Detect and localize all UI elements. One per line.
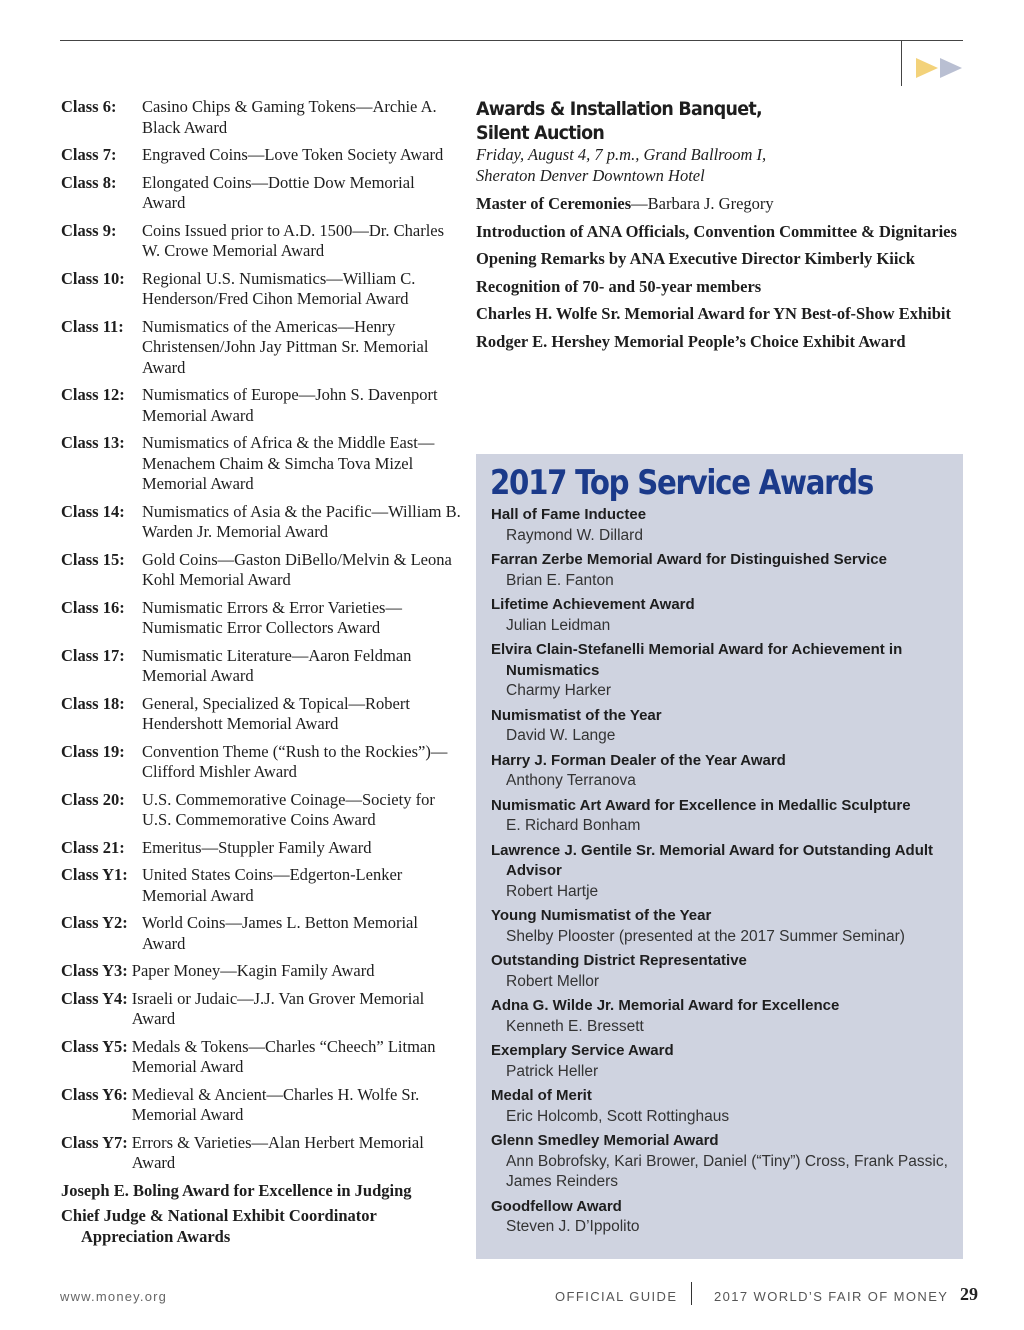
- class-item: [61, 173, 461, 214]
- class-award-text: World Coins—James L. Betton Memorial Award: [142, 913, 418, 953]
- class-award-text: Gold Coins—Gaston DiBello/Melvin & Leona Kohl Memorial Award: [142, 549, 452, 589]
- service-award: [491, 550, 961, 591]
- class-item: [61, 790, 461, 831]
- class-award-text: Paper Money—Kagin Family Award: [131, 961, 375, 980]
- class-award-text: Numismatics of Africa & the Middle East—Menachem Chaim & Simcha Tova Mizel Memorial Award: [142, 433, 435, 493]
- banquet-when: Friday, August 4, 7 p.m., Grand Ballroom I, Sheraton Denver Downtown Hotel: [476, 145, 767, 185]
- program-item: Rodger E. Hershey Memorial People’s Choice Exhibit Award: [476, 331, 906, 351]
- award-name: Medal of Merit: [491, 1087, 592, 1104]
- class-item: [61, 97, 461, 138]
- service-award: [491, 640, 961, 702]
- class-award-text: Coins Issued prior to A.D. 1500—Dr. Charles W. Crowe Memorial Award: [142, 220, 445, 260]
- class-label: Class 14:: [61, 501, 125, 521]
- class-item: [61, 317, 461, 379]
- class-label: Class 6:: [61, 97, 117, 116]
- award-name: Outstanding District Representative: [491, 952, 747, 969]
- class-label: Class 21:: [61, 837, 125, 857]
- banquet-title: Awards & Installation Banquet, Silent Auction: [476, 98, 762, 144]
- award-winner: Raymond W. Dillard: [506, 526, 643, 544]
- award-winner: Ann Bobrofsky, Kari Brower, Daniel (“Tiny”) Cross, Frank Passic, James Reinders: [506, 1152, 948, 1190]
- class-list: [61, 97, 461, 1174]
- banquet-section: [476, 97, 963, 352]
- class-item: [61, 598, 461, 639]
- award-name: Elvira Clain-Stefanelli Memorial Award for Achievement in Numismatics: [491, 641, 903, 679]
- program-item: Opening Remarks by ANA Executive Director Kimberly Kiick: [476, 249, 915, 268]
- footer-guide: OFFICIAL GUIDE: [555, 1289, 678, 1304]
- award-winner: Shelby Plooster (presented at the 2017 Summer Seminar): [506, 927, 905, 945]
- class-label: Class 8:: [61, 172, 117, 192]
- class-award-text: Errors & Varieties—Alan Herbert Memorial Award: [131, 1132, 424, 1172]
- award-winner: David W. Lange: [506, 727, 616, 744]
- class-award-text: Israeli or Judaic—J.J. Van Grover Memorial Award: [131, 988, 425, 1028]
- class-label: Class 17:: [61, 645, 125, 665]
- award-winner: Anthony Terranova: [506, 772, 636, 789]
- service-awards-title: 2017 Top Service Awards: [490, 463, 874, 503]
- service-award: [491, 751, 961, 792]
- class-item: [61, 961, 461, 982]
- class-label: Class 9:: [61, 220, 117, 240]
- class-award-text: Numismatic Literature—Aaron Feldman Memorial Award: [142, 645, 412, 685]
- service-award: [491, 996, 961, 1037]
- class-item: [61, 1133, 461, 1174]
- class-label: Class 16:: [61, 597, 125, 617]
- award-winner: Kenneth E. Bressett: [506, 1017, 644, 1035]
- judging-awards: [61, 1181, 461, 1248]
- class-label: Class 18:: [61, 693, 125, 713]
- service-award: [491, 841, 961, 903]
- program-item: Introduction of ANA Officials, Convention Committee & Dignitaries: [476, 221, 957, 241]
- class-award-text: U.S. Commemorative Coinage—Society for U.S. Commemorative Coins Award: [142, 789, 435, 829]
- service-award: [491, 505, 961, 546]
- class-item: [61, 1085, 461, 1126]
- class-label: Class 13:: [61, 433, 125, 452]
- award-winner: Charmy Harker: [506, 682, 612, 699]
- judging-award: Chief Judge & National Exhibit Coordinator Appreciation Awards: [61, 1206, 377, 1246]
- class-item: [61, 145, 461, 166]
- class-award-text: Medals & Tokens—Charles “Cheech” Litman Memorial Award: [131, 1036, 436, 1076]
- service-award: [491, 706, 961, 747]
- class-item: [61, 433, 461, 495]
- class-label: Class Y4:: [61, 988, 128, 1008]
- program-item: Charles H. Wolfe Sr. Memorial Award for YN Best-of-Show Exhibit: [476, 304, 951, 323]
- class-award-text: Numismatic Errors & Error Varieties—Numismatic Error Collectors Award: [142, 597, 402, 637]
- class-label: Class 7:: [61, 145, 117, 164]
- footer-url[interactable]: www.money.org: [60, 1289, 168, 1304]
- service-award: [491, 906, 961, 947]
- page-number: 29: [960, 1284, 978, 1304]
- double-arrow-right-icon: [916, 57, 962, 79]
- award-name: Lifetime Achievement Award: [491, 596, 695, 613]
- award-winner: Robert Hartje: [506, 882, 599, 900]
- class-award-text: Convention Theme (“Rush to the Rockies”)—Clifford Mishler Award: [142, 741, 448, 781]
- award-name: Hall of Fame Inductee: [491, 506, 647, 523]
- award-name: Glenn Smedley Memorial Award: [491, 1132, 719, 1149]
- award-winner: Robert Mellor: [506, 972, 600, 990]
- award-winner: Eric Holcomb, Scott Rottinghaus: [506, 1107, 730, 1125]
- class-award-text: Medieval & Ancient—Charles H. Wolfe Sr. Memorial Award: [131, 1084, 420, 1124]
- class-label: Class 12:: [61, 385, 125, 404]
- class-label: Class 19:: [61, 741, 125, 761]
- class-award-text: Emeritus—Stuppler Family Award: [142, 837, 372, 857]
- class-label: Class 11:: [61, 316, 124, 336]
- header-divider: [901, 40, 902, 86]
- class-award-text: Regional U.S. Numismatics—William C. Henderson/Fred Cihon Memorial Award: [142, 268, 416, 308]
- service-award: [491, 595, 961, 636]
- class-label: Class Y2:: [61, 913, 128, 932]
- class-item: [61, 385, 461, 426]
- award-winner: Brian E. Fanton: [506, 571, 614, 589]
- class-item: [61, 221, 461, 262]
- class-award-text: Numismatics of the Americas—Henry Christensen/John Jay Pittman Sr. Memorial Award: [142, 316, 429, 377]
- program-item: Recognition of 70- and 50-year members: [476, 276, 762, 296]
- class-item: [61, 989, 461, 1030]
- footer-divider: [691, 1282, 692, 1305]
- award-name: Numismatic Art Award for Excellence in Medallic Sculpture: [491, 796, 911, 814]
- class-label: Class 15:: [61, 549, 125, 569]
- award-winner: Patrick Heller: [506, 1062, 599, 1080]
- exhibit-classes-column: [61, 97, 461, 1252]
- award-name: Lawrence J. Gentile Sr. Memorial Award for Outstanding Adult Advisor: [491, 841, 934, 879]
- service-award: [491, 951, 961, 992]
- service-awards-box: [476, 454, 963, 1259]
- class-award-text: Numismatics of Europe—John S. Davenport Memorial Award: [142, 385, 438, 425]
- class-item: [61, 865, 461, 906]
- class-item: [61, 838, 461, 859]
- award-name: Farran Zerbe Memorial Award for Distinguished Service: [491, 551, 887, 568]
- service-award: [491, 1041, 961, 1082]
- class-item: [61, 694, 461, 735]
- class-award-text: Elongated Coins—Dottie Dow Memorial Award: [142, 172, 415, 212]
- class-item: [61, 742, 461, 783]
- award-name: Adna G. Wilde Jr. Memorial Award for Excellence: [491, 997, 840, 1014]
- award-winner: E. Richard Bonham: [506, 817, 641, 834]
- class-label: Class Y1:: [61, 865, 128, 884]
- class-item: [61, 269, 461, 310]
- footer-event: 2017 WORLD’S FAIR OF MONEY: [714, 1289, 949, 1304]
- service-award: [491, 1086, 961, 1127]
- award-name: Numismatist of the Year: [491, 706, 662, 724]
- class-award-text: Engraved Coins—Love Token Society Award: [142, 145, 444, 164]
- class-item: [61, 550, 461, 591]
- header-rule: [60, 40, 963, 41]
- service-award: [491, 796, 961, 837]
- judging-award: Joseph E. Boling Award for Excellence in Judging: [61, 1180, 412, 1200]
- program-list: [476, 222, 963, 353]
- class-label: Class 20:: [61, 789, 125, 809]
- class-item: [61, 646, 461, 687]
- award-name: Exemplary Service Award: [491, 1042, 674, 1059]
- class-label: Class Y6:: [61, 1084, 128, 1104]
- class-item: [61, 913, 461, 954]
- service-award: [491, 1131, 961, 1193]
- class-item: [61, 502, 461, 543]
- class-award-text: Casino Chips & Gaming Tokens—Archie A. Black Award: [142, 97, 437, 137]
- award-winner: Steven J. D’Ippolito: [506, 1218, 640, 1235]
- award-winner: Julian Leidman: [506, 616, 611, 634]
- class-award-text: Numismatics of Asia & the Pacific—William B. Warden Jr. Memorial Award: [142, 501, 461, 541]
- class-label: Class Y3:: [61, 961, 128, 980]
- award-name: Goodfellow Award: [491, 1197, 622, 1215]
- class-label: Class 10:: [61, 268, 125, 288]
- master-of-ceremonies: Master of Ceremonies—Barbara J. Gregory: [476, 194, 774, 213]
- service-awards-list: [491, 505, 961, 1242]
- class-label: Class Y5:: [61, 1036, 128, 1056]
- class-award-text: General, Specialized & Topical—Robert Hendershott Memorial Award: [142, 693, 410, 733]
- class-award-text: United States Coins—Edgerton-Lenker Memorial Award: [142, 865, 403, 905]
- service-award: [491, 1197, 961, 1238]
- award-name: Harry J. Forman Dealer of the Year Award: [491, 751, 786, 769]
- class-label: Class Y7:: [61, 1132, 128, 1152]
- award-name: Young Numismatist of the Year: [491, 907, 712, 924]
- class-item: [61, 1037, 461, 1078]
